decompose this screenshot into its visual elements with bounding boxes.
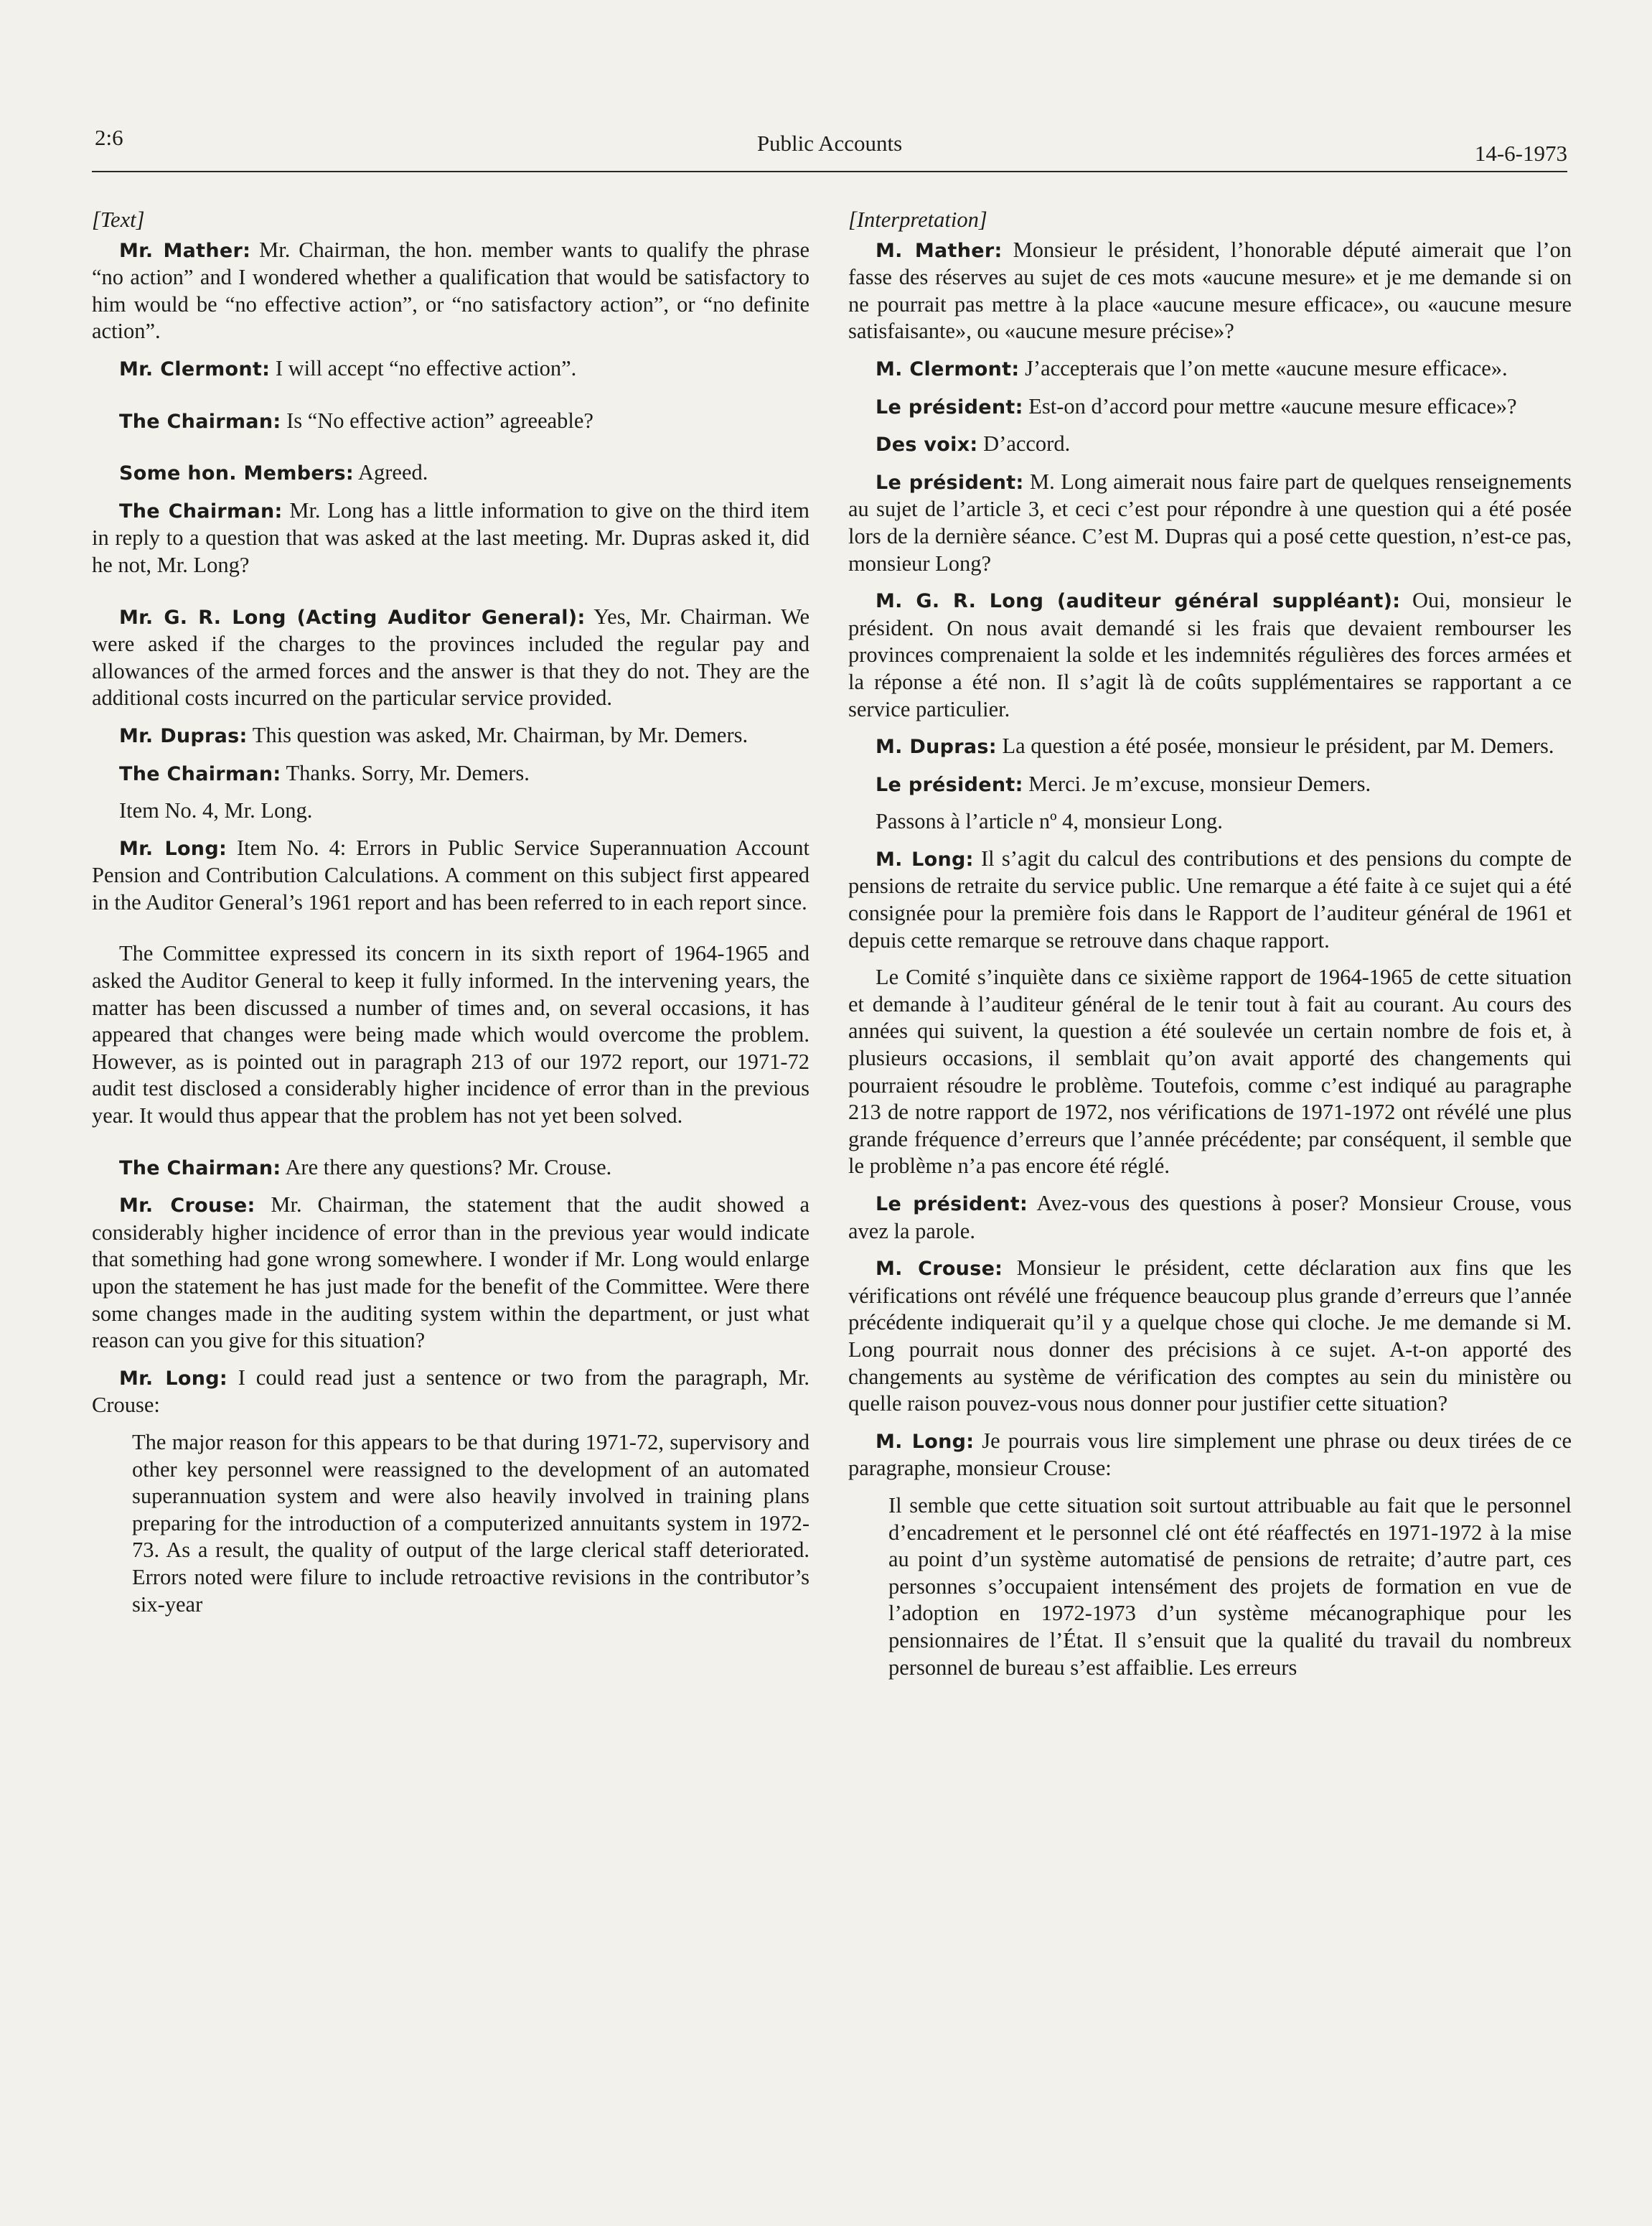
transcript-paragraph <box>848 964 1572 1180</box>
speech-text: Oui, monsieur le président. On nous avait demandé si les frais que devaient rembourser les provinces comprenaient la solde et les indemnités régulières des forces armées et la réponse a été non. Il s’agit là de coûts supplémentaires se rapportant a ce service particulier. <box>848 588 1572 721</box>
speech-text: Agreed. <box>354 460 428 485</box>
transcript-paragraph <box>92 1192 809 1355</box>
speaker-name: Mr. Dupras: <box>119 724 248 747</box>
speech-text: Are there any questions? Mr. Crouse. <box>281 1154 612 1179</box>
transcript-paragraph <box>848 237 1572 345</box>
speaker-name: Le président: <box>876 773 1023 796</box>
transcript-paragraph <box>848 587 1572 723</box>
speaker-name: Mr. Crouse: <box>119 1194 255 1217</box>
speech-text: Mr. Chairman, the statement that the audit showed a considerably higher incidence of error than in the previous year would indicate that something had gone wrong somewhere. I wonder if Mr. Long would enlarge upon the statement he has just made for the benefit of the Committee. Were there some changes made in the auditing system within the department, or just what reason can you give for this situation? <box>92 1192 809 1353</box>
speech-text: Je pourrais vous lire simplement une phrase ou deux tirées de ce paragraphe, monsieur Crouse: <box>848 1428 1572 1481</box>
transcript-paragraph <box>92 940 809 1129</box>
speaker-name: M. G. R. Long (auditeur général suppléant): <box>876 590 1401 613</box>
speech-text: M. Long aimerait nous faire part de quelques renseignements au sujet de l’article 3, et ceci c’est pour répondre à une question qui a été posée lors de la dernière séance. C’est M. Dupras qui a posé cette question, n’est-ce pas, monsieur Long? <box>848 469 1572 576</box>
speech-text: Yes, Mr. Chairman. We were asked if the charges to the provinces included the regular pay and allowances of the armed forces and the answer is that they do not. They are the additional costs incurred on the particular service provided. <box>92 604 809 711</box>
speaker-name: Mr. Clermont: <box>119 357 271 380</box>
speaker-name: Some hon. Members: <box>119 462 355 485</box>
speech-text: Est-on d’accord pour mettre «aucune mesure efficace»? <box>1023 393 1517 418</box>
speaker-name: M. Long: <box>876 848 974 871</box>
speech-text: Thanks. Sorry, Mr. Demers. <box>281 760 530 785</box>
speaker-name: The Chairman: <box>119 762 281 785</box>
transcript-paragraph <box>92 1154 809 1182</box>
transcript-paragraph <box>848 431 1572 459</box>
speaker-name: M. Dupras: <box>876 736 997 759</box>
speech-text: Merci. Je m’excuse, monsieur Demers. <box>1023 771 1371 796</box>
transcript-paragraph <box>92 355 809 383</box>
speaker-name: Mr. Mather: <box>119 239 251 262</box>
speaker-name: Le président: <box>876 1193 1028 1215</box>
transcript-paragraph <box>848 1428 1572 1482</box>
speech-text: D’accord. <box>977 431 1071 457</box>
page-number: 2:6 <box>95 125 123 150</box>
transcript-paragraph <box>848 733 1572 761</box>
transcript-paragraph <box>92 835 809 917</box>
speech-text: Il s’agit du calcul des contributions et des pensions du compte de pensions de retraite du service public. Une remarque a été faite à ce sujet qui a été consignée pour la première fois dans le Rapport de l’auditeur général de 1961 et depuis cette remarque se retrouve dans chaque rapport. <box>848 846 1572 953</box>
transcript-paragraph <box>92 798 809 825</box>
transcript-paragraph <box>92 722 809 750</box>
quoted-passage <box>132 1429 809 1618</box>
speech-text: Monsieur le président, l’honorable député aimerait que l’on fasse des réserves au sujet de ces mots «aucune mesure» et je me demande si on ne pourrait pas mettre à la place «aucune mesure efficace», ou «aucune mesure satisfaisante», ou «aucune mesure précise»? <box>848 237 1572 344</box>
speech-text: Le Comité s’inquiète dans ce sixième rapport de 1964-1965 de cette situation et demande à l’auditeur général de le tenir tout à fait au courant. Au cours des années qui suivent, la question a été soulevée un certain nombre de fois et, à plusieurs occasions, il semblait qu’on avait apporté des changements qui pourraient résoudre le problème. Toutefois, comme c’est indiqué au paragraphe 213 de notre rapport de 1972, nos vérifications de 1971-1972 ont révélé une plus grande fréquence d’erreurs que l’année précédente; par conséquent, il semble que le problème n’a pas encore été réglé. <box>848 965 1572 1179</box>
transcript-paragraph <box>848 393 1572 421</box>
speech-text: Passons à l’article nº 4, monsieur Long. <box>876 809 1223 834</box>
english-column <box>92 207 809 1628</box>
transcript-paragraph <box>92 1365 809 1419</box>
speech-text: J’accepterais que l’on mette «aucune mesure efficace». <box>1019 355 1508 380</box>
transcript-paragraph <box>848 469 1572 577</box>
speaker-name: Mr. Long: <box>119 837 227 860</box>
transcript-paragraph <box>848 1255 1572 1418</box>
speech-text: Monsieur le président, cette déclaration aux fins que les vérifications ont révélé une fréquence beaucoup plus grande d’erreurs que l’année précédente indiquerait qu’il y a quelque chose qui cloche. Je me demande si M. Long pourrait nous donner des précisions à ce sujet. A-t-on apporté des changements au système de vérification des comptes au sein du ministère ou quelle raison pouvez-vous nous donner pour justifier cette situation? <box>848 1255 1572 1416</box>
transcript-paragraph <box>92 459 809 487</box>
speech-text: Il semble que cette situation soit surtout attribuable au fait que le personnel d’encadrement et le personnel clé ont été réaffectés en 1971-1972 à la mise au point d’un système automatisé de pensions de retraite; d’autre part, ces personnes s’occupaient intensément des projets de formation en vue de l’adoption en 1972-1973 d’un système mécanographique pour les pensionnaires de l’État. Il s’ensuit que la qualité du travail du nombreux personnel de bureau s’est affaiblie. Les erreurs <box>888 1492 1572 1680</box>
page-date: 14-6-1973 <box>1474 141 1567 166</box>
speaker-name: M. Crouse: <box>876 1258 1003 1281</box>
speaker-name: M. Mather: <box>876 239 1003 262</box>
page-title: Public Accounts <box>756 131 903 156</box>
transcript-paragraph <box>848 846 1572 954</box>
transcript-paragraph <box>92 497 809 579</box>
speech-text: This question was asked, Mr. Chairman, by Mr. Demers. <box>247 722 748 747</box>
speaker-name: Le président: <box>876 396 1023 418</box>
page-header <box>92 121 1567 172</box>
speech-text: Avez-vous des questions à poser? Monsieur Crouse, vous avez la parole. <box>848 1191 1572 1243</box>
speech-text: Mr. Chairman, the hon. member wants to qualify the phrase “no action” and I wondered whether a qualification that would be satisfactory to him would be “no effective action”, or “no satisfactory action”, or “no definite action”. <box>92 237 809 344</box>
transcript-paragraph <box>92 237 809 345</box>
speech-text: La question a été posée, monsieur le président, par M. Demers. <box>996 734 1554 759</box>
speaker-name: M. Long: <box>876 1430 975 1453</box>
speaker-name: Des voix: <box>876 434 978 457</box>
speech-text: Is “No effective action” agreeable? <box>281 408 593 433</box>
speaker-name: Mr. Long: <box>119 1367 227 1390</box>
speaker-name: The Chairman: <box>119 1156 281 1179</box>
speech-text: I will accept “no effective action”. <box>270 355 577 380</box>
language-tag: [Interpretation] <box>848 207 987 232</box>
speech-text: I could read just a sentence or two from the paragraph, Mr. Crouse: <box>92 1365 809 1418</box>
speaker-name: Le président: <box>876 471 1024 494</box>
transcript-paragraph <box>848 1190 1572 1245</box>
speech-text: The Committee expressed its concern in its sixth report of 1964-1965 and asked the Auditor General to keep it fully informed. In the intervening years, the matter has been discussed a number of times and, on several occasions, it has appeared that changes were being made which would overcome the problem. However, as is pointed out in paragraph 213 of our 1972 report, our 1971-72 audit test disclosed a considerably higher incidence of error than in the previous year. It would thus appear that the problem has not yet been solved. <box>92 941 809 1128</box>
quoted-passage <box>888 1492 1572 1681</box>
language-tag: [Text] <box>92 207 145 232</box>
speech-text: Item No. 4, Mr. Long. <box>119 798 313 823</box>
speech-text: Mr. Long has a little information to give on the third item in reply to a question that was asked at the last meeting. Mr. Dupras asked it, did he not, Mr. Long? <box>92 497 809 577</box>
transcript-paragraph <box>92 408 809 436</box>
transcript-paragraph <box>92 760 809 788</box>
speech-text: The major reason for this appears to be that during 1971-72, supervisory and other key personnel were reassigned to the development of an automated superannuation system and were also heavily involved in training plans preparing for the introduction of a computerized annuitants system in 1972-73. As a result, the quality of output of the large clerical staff deteriorated. Errors noted were filure to include retroactive revisions in the contributor’s six-year <box>132 1429 809 1617</box>
transcript-paragraph <box>848 771 1572 799</box>
speaker-name: The Chairman: <box>119 500 283 523</box>
speech-text: Item No. 4: Errors in Public Service Superannuation Account Pension and Contribution Calculations. A comment on this subject first appeared in the Auditor General’s 1961 report and has been referred to in each report since. <box>92 835 809 915</box>
transcript-paragraph <box>92 604 809 712</box>
speaker-name: M. Clermont: <box>876 357 1020 380</box>
speaker-name: Mr. G. R. Long (Acting Auditor General): <box>119 606 586 629</box>
french-column <box>848 207 1572 1691</box>
transcript-paragraph <box>848 355 1572 383</box>
speaker-name: The Chairman: <box>119 410 281 433</box>
transcript-paragraph <box>848 808 1572 836</box>
